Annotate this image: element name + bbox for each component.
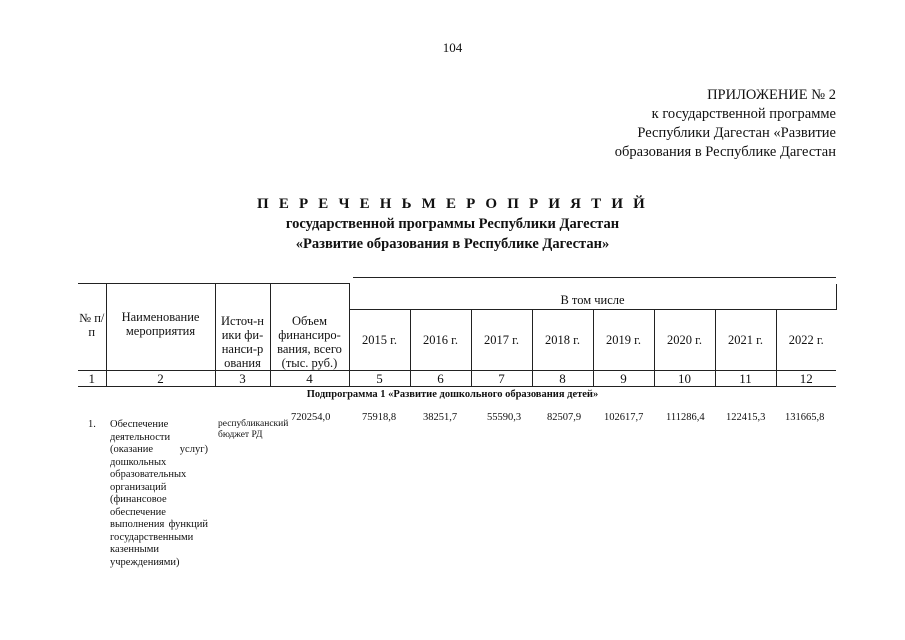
appendix-line-2: к государственной программе: [651, 106, 836, 122]
header-year-2016: 2016 г.: [410, 310, 471, 371]
title-line-2: государственной программы Республики Дагестан: [285, 216, 620, 232]
column-number: 2: [106, 371, 215, 387]
row-value-2015: 75918,8: [362, 412, 397, 423]
column-number: 5: [349, 371, 410, 387]
row-value-2021: 122415,3: [726, 412, 766, 423]
row-name: Обеспечение деятельности (оказание услуг) дошкольных образовательных организаций (финансовое обеспечение выполнения функций государственными казенными учреждениями): [110, 419, 208, 568]
row-value-2018: 82507,9: [547, 412, 582, 423]
row-value-2020: 111286,4: [666, 412, 705, 423]
header-year-2020: 2020 г.: [654, 310, 715, 371]
row-value-2022: 131665,8: [785, 412, 825, 423]
header-source: Источ-ники фи-нанси-рования: [215, 284, 270, 371]
row-number: 1.: [88, 419, 96, 430]
column-number: 7: [471, 371, 532, 387]
column-number: 1: [78, 371, 106, 387]
column-number: 12: [776, 371, 836, 387]
row-source: республиканский бюджет РД: [218, 419, 289, 440]
column-number: 11: [715, 371, 776, 387]
subprogram-heading: Подпрограмма 1 «Развитие дошкольного образования детей»: [306, 389, 599, 400]
column-number: 3: [215, 371, 270, 387]
column-number: 9: [593, 371, 654, 387]
page-number: 104: [442, 40, 463, 55]
header-num: № п/п: [78, 284, 106, 371]
table-top-rule: [353, 277, 836, 278]
header-year-2019: 2019 г.: [593, 310, 654, 371]
column-number: 6: [410, 371, 471, 387]
title-line-1: П Е Р Е Ч Е Н Ь М Е Р О П Р И Я Т И Й: [257, 196, 648, 212]
header-total: Объем финансиро-вания, всего (тыс. руб.): [270, 284, 349, 371]
row-value-2016: 38251,7: [423, 412, 458, 423]
appendix-block: [615, 86, 836, 162]
row-value-2017: 55590,3: [487, 412, 522, 423]
header-year-2018: 2018 г.: [532, 310, 593, 371]
appendix-line-4: образования в Республике Дагестан: [614, 144, 836, 160]
row-value-2019: 102617,7: [604, 412, 644, 423]
header-year-2015: 2015 г.: [349, 310, 410, 371]
measures-table-header: [78, 283, 837, 387]
column-number: 8: [532, 371, 593, 387]
header-including: В том числе: [349, 284, 836, 310]
header-year-2021: 2021 г.: [715, 310, 776, 371]
appendix-line-3: Республики Дагестан «Развитие: [637, 125, 836, 141]
column-number: 4: [270, 371, 349, 387]
column-number: 10: [654, 371, 715, 387]
header-year-2022: 2022 г.: [776, 310, 836, 371]
row-total: 720254,0: [291, 412, 331, 423]
header-year-2017: 2017 г.: [471, 310, 532, 371]
title-line-3: «Развитие образования в Республике Дагестан»: [295, 236, 610, 252]
appendix-line-1: ПРИЛОЖЕНИЕ № 2: [707, 87, 836, 103]
header-name: Наименование мероприятия: [106, 284, 215, 371]
document-title: [0, 194, 905, 254]
